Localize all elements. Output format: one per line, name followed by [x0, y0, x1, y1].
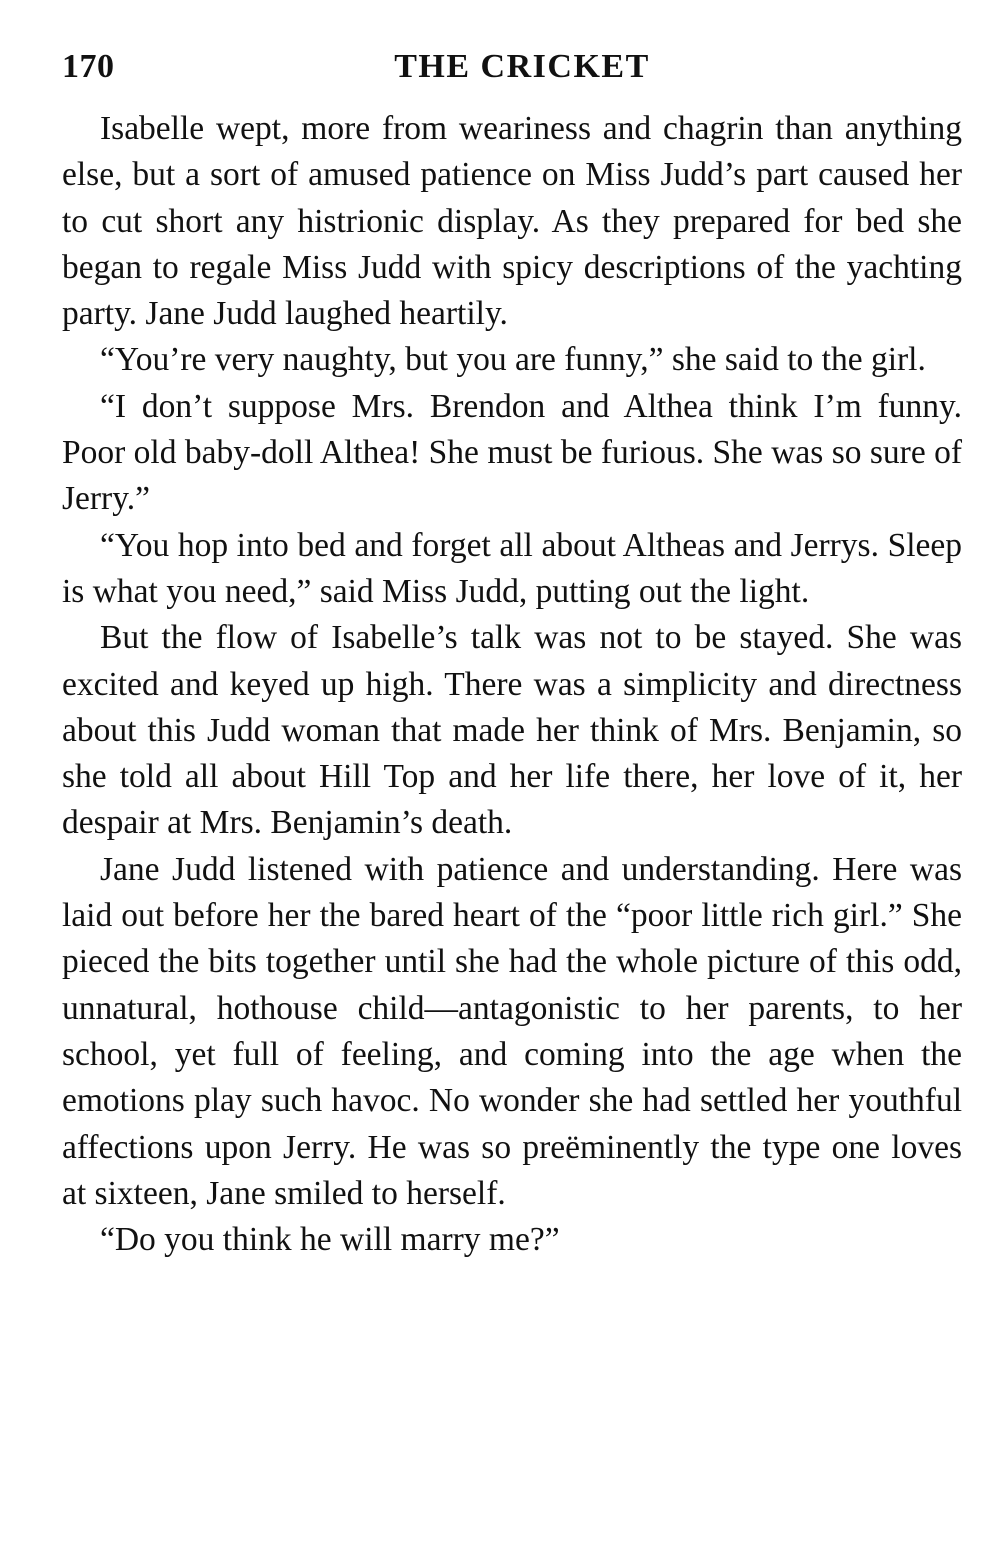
paragraph: “You hop into bed and forget all about Altheas and Jerrys. Sleep is what you need,” said Miss Judd, putting out the light. [62, 526, 962, 610]
page-number: 170 [62, 48, 115, 85]
paragraph: Jane Judd listened with patience and understanding. Here was laid out before her the bared heart of the “poor little rich girl.” She pieced the bits together until she had the whole picture of this odd, unnatural, hothouse child—antagonistic to her parents, to her school, yet full of feeling, and coming into the age when the emotions play such havoc. No wonder she had settled her youthful affections upon Jerry. He was so preëminently the type one loves at sixteen, Jane smiled to herself. [62, 850, 962, 1212]
paragraph: “I don’t suppose Mrs. Brendon and Althea think I’m funny. Poor old baby-doll Althea! She must be furious. She was so sure of Jerry.” [62, 387, 962, 518]
book-page [62, 48, 962, 1263]
paragraph: But the flow of Isabelle’s talk was not to be stayed. She was excited and keyed up high. There was a simplicity and directness about this Judd woman that made her think of Mrs. Benjamin, so she told all about Hill Top and her life there, her love of it, her despair at Mrs. Benjamin’s death. [62, 619, 962, 842]
body-text [62, 106, 962, 1263]
page-header [62, 48, 962, 100]
paragraph: Isabelle wept, more from weariness and chagrin than anything else, but a sort of amused patience on Miss Judd’s part caused her to cut short any histrionic display. As they prepared for bed she began to regale Miss Judd with spicy descriptions of the yachting party. Jane Judd laughed heartily. [62, 110, 962, 333]
running-head: THE CRICKET [394, 48, 650, 85]
paragraph: “You’re very naughty, but you are funny,” she said to the girl. [100, 341, 926, 379]
paragraph: “Do you think he will marry me?” [100, 1221, 560, 1259]
